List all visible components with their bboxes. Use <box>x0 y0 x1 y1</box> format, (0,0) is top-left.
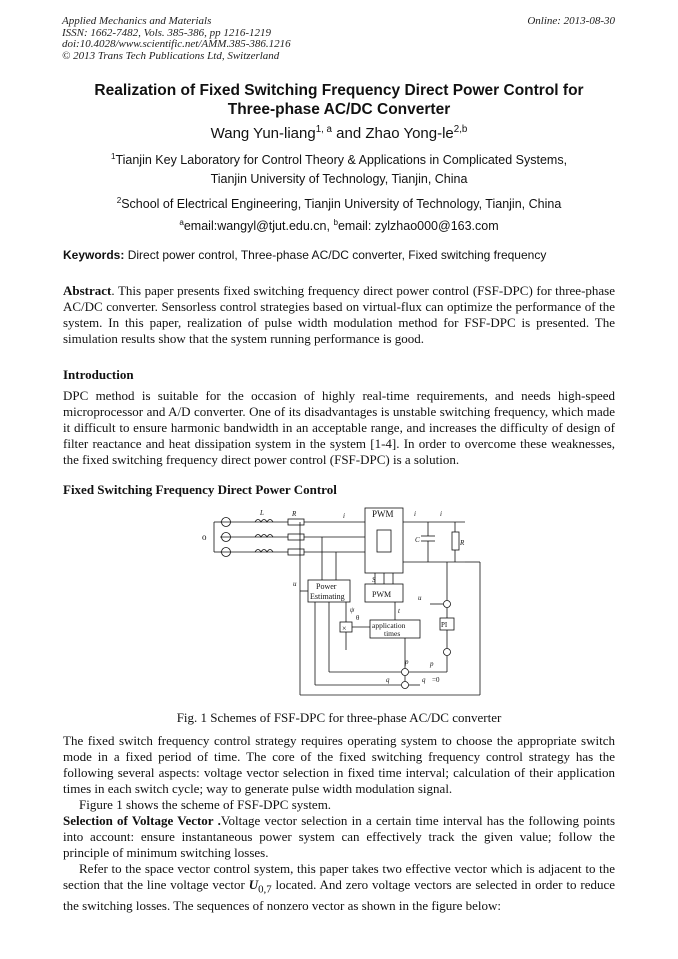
sector-label: θ <box>356 614 360 622</box>
flux-label: ψ <box>350 606 355 614</box>
section-heading-fsf-dpc: Fixed Switching Frequency Direct Power Control <box>63 482 337 497</box>
selection-paragraph <box>63 813 615 861</box>
affiliation-2-mark: 2 <box>116 196 122 205</box>
fsf-paragraph-2: Figure 1 shows the scheme of FSF-DPC system. <box>79 797 332 812</box>
load-current-label: i <box>440 510 442 518</box>
doi-line: doi:10.4028/www.scientific.net/AMM.385-386.1216 <box>62 38 291 50</box>
fsf-paragraph-1: The fixed switch frequency control strategy requires operating system to choose the appropriate switch mode in a fixed period of time. The core of the fixed switching frequency control strategy has the following several aspects: voltage vector selection in fixed time interval; calculation of their application times in each switch cycle; way to generate pulse width modulation signal. <box>63 733 615 796</box>
reactive-reference-value: =0 <box>432 676 440 684</box>
vector-symbol: U <box>248 877 259 892</box>
affiliation-1-line-1: Tianjin Key Laboratory for Control Theory & Applications in Complicated Systems, <box>115 153 568 168</box>
title-line-1: Realization of Fixed Switching Frequency Direct Power Control for <box>94 82 584 99</box>
reactive-power-label: q <box>386 676 390 684</box>
copyright-line: © 2013 Trans Tech Publications Ltd, Switzerland <box>62 49 280 62</box>
author-line <box>40 124 638 142</box>
resistor-label: R <box>292 510 297 518</box>
application-times-label-1: application <box>372 621 406 630</box>
dc-current-label: i <box>414 510 416 518</box>
phase-current-label: i <box>343 512 345 520</box>
pwm-label-bottom: PWM <box>372 590 392 599</box>
figure-caption: Fig. 1 Schemes of FSF-DPC for three-phase AC/DC converter <box>176 710 502 725</box>
phase-voltage-label: u <box>293 580 297 588</box>
power-estimating-label-2: Estimating <box>310 592 345 601</box>
vector-text-1: Refer to the space vector control system, this paper takes two effective vector which is adjacent to the section that the line voltage vector <box>63 861 615 892</box>
email-line <box>40 212 638 237</box>
keywords <box>63 248 623 262</box>
pi-label: PI <box>441 621 448 629</box>
author-1: Wang Yun-liang <box>210 125 316 142</box>
email-b-mark: b <box>333 218 338 227</box>
keywords-text: Direct power control, Three-phase AC/DC converter, Fixed switching frequency <box>124 248 547 262</box>
vector-paragraph <box>63 861 615 914</box>
affiliation-2-text: School of Electrical Engineering, Tianjin University of Technology, Tianjin, China <box>121 197 562 212</box>
selection-text: Voltage vector selection in a certain time interval has the following points into account: ensure instantaneous power system can effectively track the given value; follow the principle of minimum switching losses. <box>63 813 616 860</box>
online-date: Online: 2013-08-30 <box>527 15 615 27</box>
fsf-dpc-block-diagram <box>200 500 490 700</box>
capacitor-label: C <box>415 536 420 544</box>
switch-signals-label: S <box>372 576 376 584</box>
author-and: and <box>331 125 366 142</box>
vector-text-2: located. And zero voltage vectors are selected in order to reduce the switching losses. The sequences of nonzero vector as shown in the figure below: <box>63 877 616 913</box>
journal-name: Applied Mechanics and Materials <box>62 15 212 27</box>
introduction-text: DPC method is suitable for the occasion of highly real-time requirements, and needs high-speed microprocessor and A/D converter. One of its disadvantages is unstable switching frequency, which made it difficult to ensure harmonic bandwidth in an acceptable range, and increases the difficulty of design of filter reactance and heat dissipation system in the system [1-4]. In order to overcome these weaknesses, the fixed switching frequency direct power control (FSF-DPC) is a solution. <box>63 388 615 467</box>
email-a: email:wangyl@tjut.edu.cn, <box>183 219 334 234</box>
paper-title <box>40 81 638 119</box>
vector-subscript: 0,7 <box>258 883 272 896</box>
affiliation-1-mark: 1 <box>110 152 116 161</box>
email-b: email: zylzhao000@163.com <box>337 219 499 234</box>
cross-label: × <box>342 624 347 633</box>
active-reference-label: p <box>430 660 434 668</box>
affiliation-1-line-2: Tianjin University of Technology, Tianjin, China <box>210 172 468 186</box>
author-1-affil: 1, a <box>315 124 332 135</box>
email-a-mark: a <box>179 218 184 227</box>
load-resistor-label: R <box>460 539 465 547</box>
application-times-label-2: times <box>384 629 401 638</box>
active-power-label: p <box>405 658 409 666</box>
selection-label: Selection of Voltage Vector . <box>63 813 221 828</box>
journal-header <box>62 16 462 62</box>
abstract-label: Abstract <box>63 283 112 298</box>
author-2-affil: 2,b <box>453 124 468 135</box>
dc-voltage-label: u <box>418 594 422 602</box>
abstract <box>63 283 615 347</box>
introduction-heading: Introduction <box>63 367 134 382</box>
pwm-label-top: PWM <box>372 509 394 519</box>
keywords-label: Keywords: <box>63 248 125 262</box>
reactive-reference-label: q <box>422 676 426 684</box>
time-label: t <box>398 607 400 615</box>
inductor-label: L <box>260 509 264 517</box>
abstract-text: . This paper presents fixed switching frequency direct power control (FSF-DPC) for three-phase AC/DC converter. Sensorless control strategies based on virtual-flux can optimize the performance of the system. In this paper, realization of pulse width modulation method for FSF-DPC is presented. The simulation results show that the system running performance is good. <box>63 283 615 346</box>
power-estimating-label-1: Power <box>316 582 337 591</box>
author-2: Zhao Yong-le <box>365 125 454 142</box>
title-line-2: Three-phase AC/DC Converter <box>227 101 451 118</box>
neutral-label: o <box>202 532 207 542</box>
issn-line: ISSN: 1662-7482, Vols. 385-386, pp 1216-1219 <box>62 26 271 39</box>
